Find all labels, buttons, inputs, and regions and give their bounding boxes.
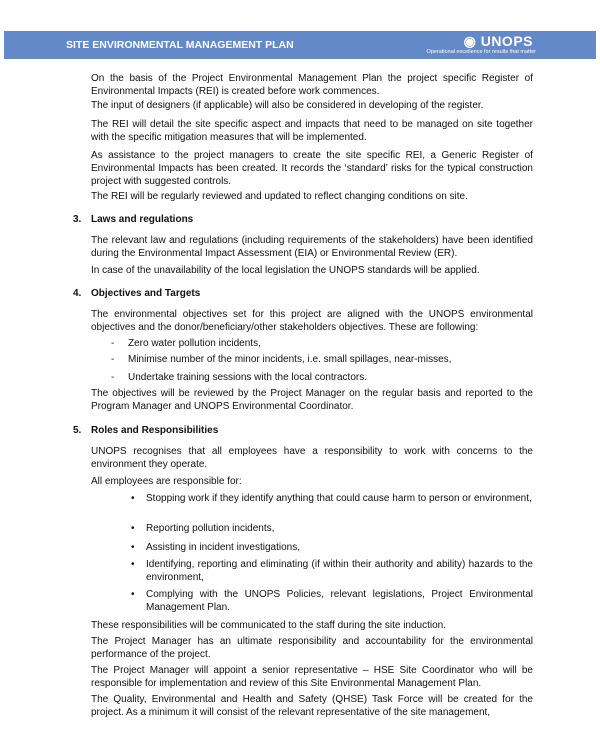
un-emblem-icon: ◉ [463,33,477,49]
paragraph: The relevant law and regulations (including requirements of the stakeholders) have been identified during the Environmental Impact Assessment (EIA) or Environmental Review (ER). [91,235,533,259]
list-item: - Undertake training sessions with the local contractors. [111,372,368,383]
paragraph: The REI will be regularly reviewed and updated to reflect changing conditions on site. [91,191,468,202]
section-heading: 4. Objectives and Targets [73,288,201,299]
paragraph: The environmental objectives set for this project are aligned with the UNOPS environmental objectives and the donor/beneficiary/other stakeholders objectives. These are following: [91,309,533,333]
document-title: SITE ENVIRONMENTAL MANAGEMENT PLAN [66,39,294,51]
paragraph: These responsibilities will be communicated to the staff during the site induction. [91,620,447,631]
paragraph: The Project Manager will appoint a senior representative – HSE Site Coordinator who will be responsible for implementation and review of this Site Environmental Management Plan. [91,665,533,689]
paragraph: In case of the unavailability of the local legislation the UNOPS standards will be applied. [91,265,480,276]
paragraph: The objectives will be reviewed by the Project Manager on the regular basis and reported to the Program Manager and UNOPS Environmental Coordinator. [91,388,533,412]
paragraph: The Project Manager has an ultimate responsibility and accountability for the environmental performance of the project. [91,636,533,660]
unops-logo: ◉ UNOPS [463,33,533,49]
section-heading: 3. Laws and regulations [73,214,194,225]
paragraph: On the basis of the Project Environmental Management Plan the project specific Register of Environmental Impacts (REI) is created before work commences. [91,73,533,97]
paragraph: As assistance to the project managers to create the site specific REI, a Generic Register of Environmental Impacts has been created. It records the ‘standard’ risks for the typical construction project with suggested controls. [91,150,533,187]
list-item: • Identifying, reporting and eliminating (if within their authority and ability) hazards to the environment, [131,559,533,583]
paragraph: The Quality, Environmental and Health and Safety (QHSE) Task Force will be created for the project. As a minimum it will consist of the relevant representative of the site management, [91,694,533,718]
section-heading: 5. Roles and Responsibilities [73,425,219,436]
header-banner [4,31,596,59]
paragraph: UNOPS recognises that all employees have a responsibility to work with concerns to the environment they operate. [91,446,533,470]
paragraph: The REI will detail the site specific aspect and impacts that need to be managed on site together with the specific mitigation measures that will be implemented. [91,119,533,143]
paragraph: The input of designers (if applicable) will also be considered in developing of the register. [91,100,484,111]
list-item: - Minimise number of the minor incidents, i.e. small spillages, near-misses, [111,354,452,365]
paragraph: All employees are responsible for: [91,476,242,487]
list-item: • Reporting pollution incidents, [131,523,275,534]
list-item: - Zero water pollution incidents, [111,338,261,349]
tagline: Operational excellence for results that matter [426,49,536,55]
list-item: • Complying with the UNOPS Policies, relevant legislations, Project Environmental Management Plan. [131,589,533,613]
list-item: • Assisting in incident investigations, [131,542,300,553]
list-item: • Stopping work if they identify anything that could cause harm to person or environment, [131,493,532,504]
